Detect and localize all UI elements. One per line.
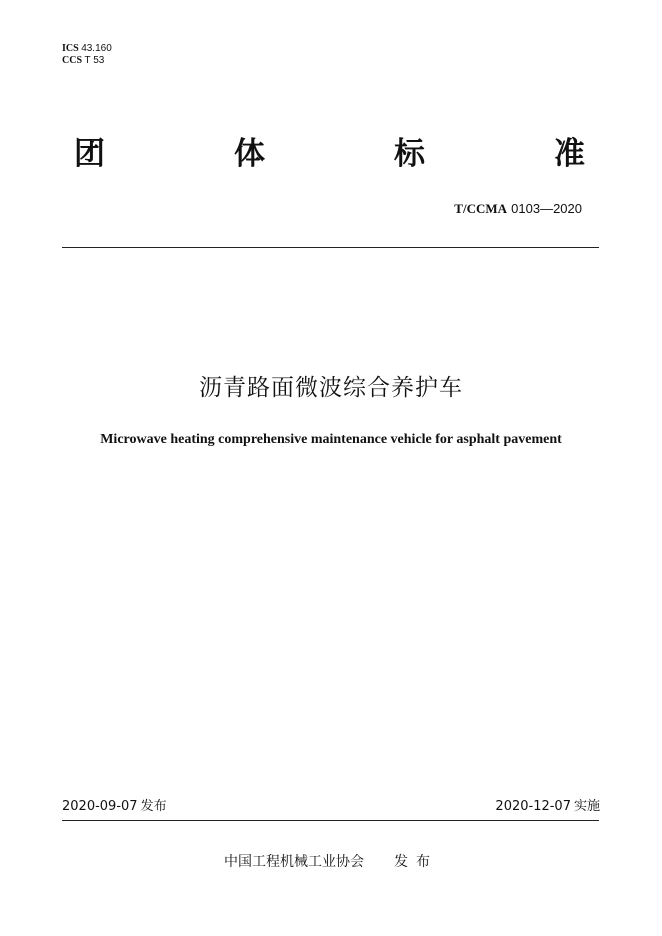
issue-date-line [62, 798, 167, 816]
chinese-title: 沥青路面微波综合养护车 [199, 375, 463, 401]
ccs-value: T 53 [84, 55, 105, 66]
standard-type-char-3: 标 [394, 136, 425, 172]
ccs-key: CCS [62, 55, 83, 66]
ccs-classification [62, 55, 104, 66]
standard-code-prefix: T/CCMA [454, 201, 508, 216]
bottom-divider [62, 820, 599, 821]
standard-code [454, 201, 582, 217]
standard-type-char-4: 准 [554, 136, 585, 172]
ics-classification [62, 43, 112, 54]
issue-label: 发布 [140, 799, 167, 814]
standard-code-number: 0103—2020 [511, 201, 582, 216]
issue-date: 2020-09-07 [62, 799, 138, 814]
implement-date: 2020-12-07 [495, 799, 571, 814]
ics-value: 43.160 [81, 43, 112, 54]
standard-type-char-1: 团 [74, 136, 105, 172]
english-title: Microwave heating comprehensive maintenance vehicle for asphalt pavement [100, 432, 562, 447]
top-divider [62, 247, 599, 248]
publisher-action: 发布 [394, 854, 438, 870]
publisher-line [0, 852, 662, 872]
implement-date-line [495, 798, 600, 816]
publisher-name: 中国工程机械工业协会 [224, 854, 364, 870]
standard-type-char-2: 体 [234, 136, 265, 172]
ics-key: ICS [62, 43, 79, 54]
implement-label: 实施 [573, 799, 600, 814]
